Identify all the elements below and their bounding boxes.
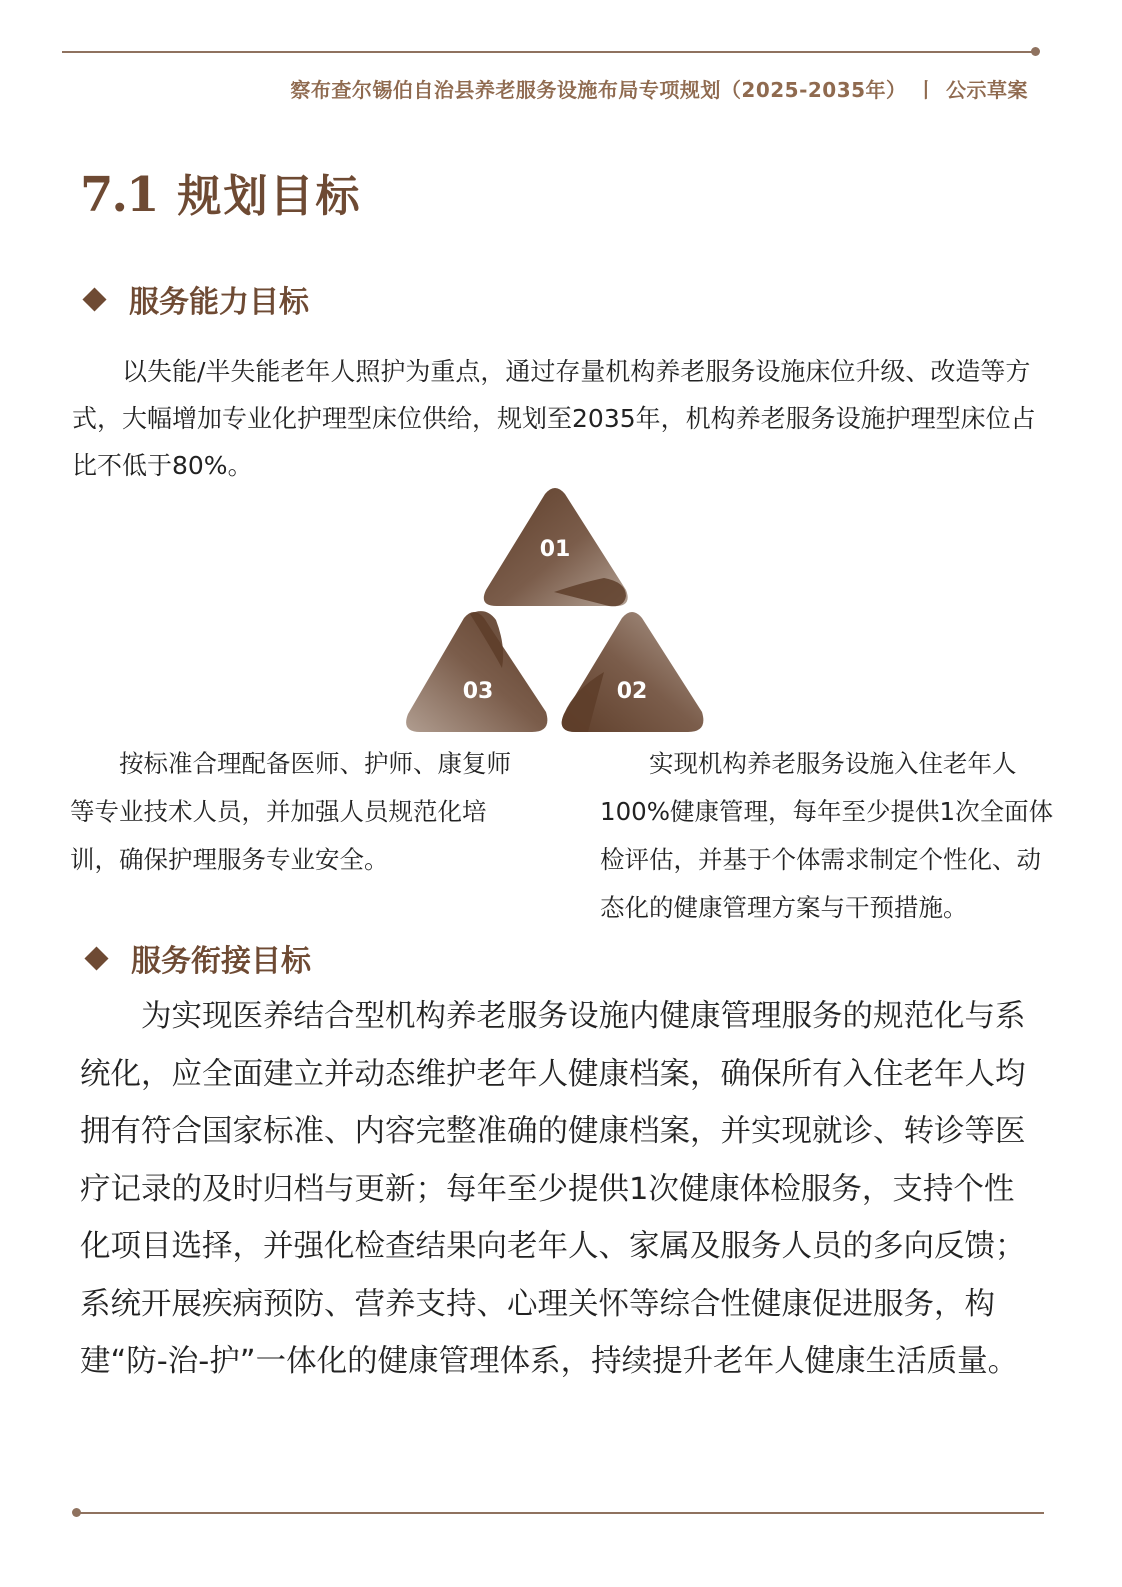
diamond-bullet-icon (84, 946, 108, 970)
section-title-text: 规划目标 (177, 171, 362, 222)
page-header (290, 74, 1028, 103)
top-rule-dot (1031, 47, 1040, 56)
triangle-label-01: 01 (539, 537, 571, 562)
triangle-label-03: 03 (462, 679, 494, 704)
service-linkage-paragraph: 为实现医养结合型机构养老服务设施内健康管理服务的规范化与系统化，应全面建立并动态维护老年人健康档案，确保所有入住老年人均拥有符合国家标准、内容完整准确的健康档案，并实现就诊、转诊等医疗记录的及时归档与更新；每年至少提供1次健康体检服务，支持个性化项目选择，并强化检查结果向老年人、家属及服务人员的多向反馈；系统开展疾病预防、营养支持、心理关怀等综合性健康促进服务，构建“防-治-护”一体化的健康管理体系，持续提升老年人健康生活质量。 (80, 999, 1026, 1379)
triangle-02 (562, 612, 704, 732)
triangle-cycle-graphic (404, 486, 706, 736)
top-rule (62, 51, 1036, 53)
header-status: 公示草案 (946, 78, 1028, 102)
right-goal-text: 实现机构养老服务设施入住老年人100%健康管理，每年至少提供1次全面体检评估，并基于个体需求制定个性化、动态化的健康管理方案与干预措施。 (600, 749, 1054, 922)
diamond-bullet-icon (82, 287, 106, 311)
triangle-label-02: 02 (616, 679, 648, 704)
header-doc-title: 察布查尔锡伯自治县养老服务设施布局专项规划（2025-2035年） (290, 78, 907, 102)
triangle-03 (406, 611, 547, 732)
subheading-text: 服务能力目标 (129, 285, 309, 320)
subheading-service-linkage (88, 936, 311, 980)
bottom-rule (76, 1512, 1044, 1514)
subheading-service-capacity (86, 277, 309, 321)
section-number: 7.1 (80, 167, 158, 223)
left-goal-text: 按标准合理配备医师、护师、康复师等专业技术人员，并加强人员规范化培训，确保护理服务专业安全。 (70, 749, 511, 874)
subheading-text: 服务衔接目标 (131, 944, 311, 979)
service-capacity-paragraph: 以失能/半失能老年人照护为重点，通过存量机构养老服务设施床位升级、改造等方式，大幅增加专业化护理型床位供给，规划至2035年，机构养老服务设施护理型床位占比不低于80%。 (72, 357, 1036, 480)
bottom-rule-dot (72, 1508, 81, 1517)
header-separator: 丨 (916, 78, 937, 102)
triangle-01 (484, 488, 628, 606)
section-title (80, 160, 362, 224)
